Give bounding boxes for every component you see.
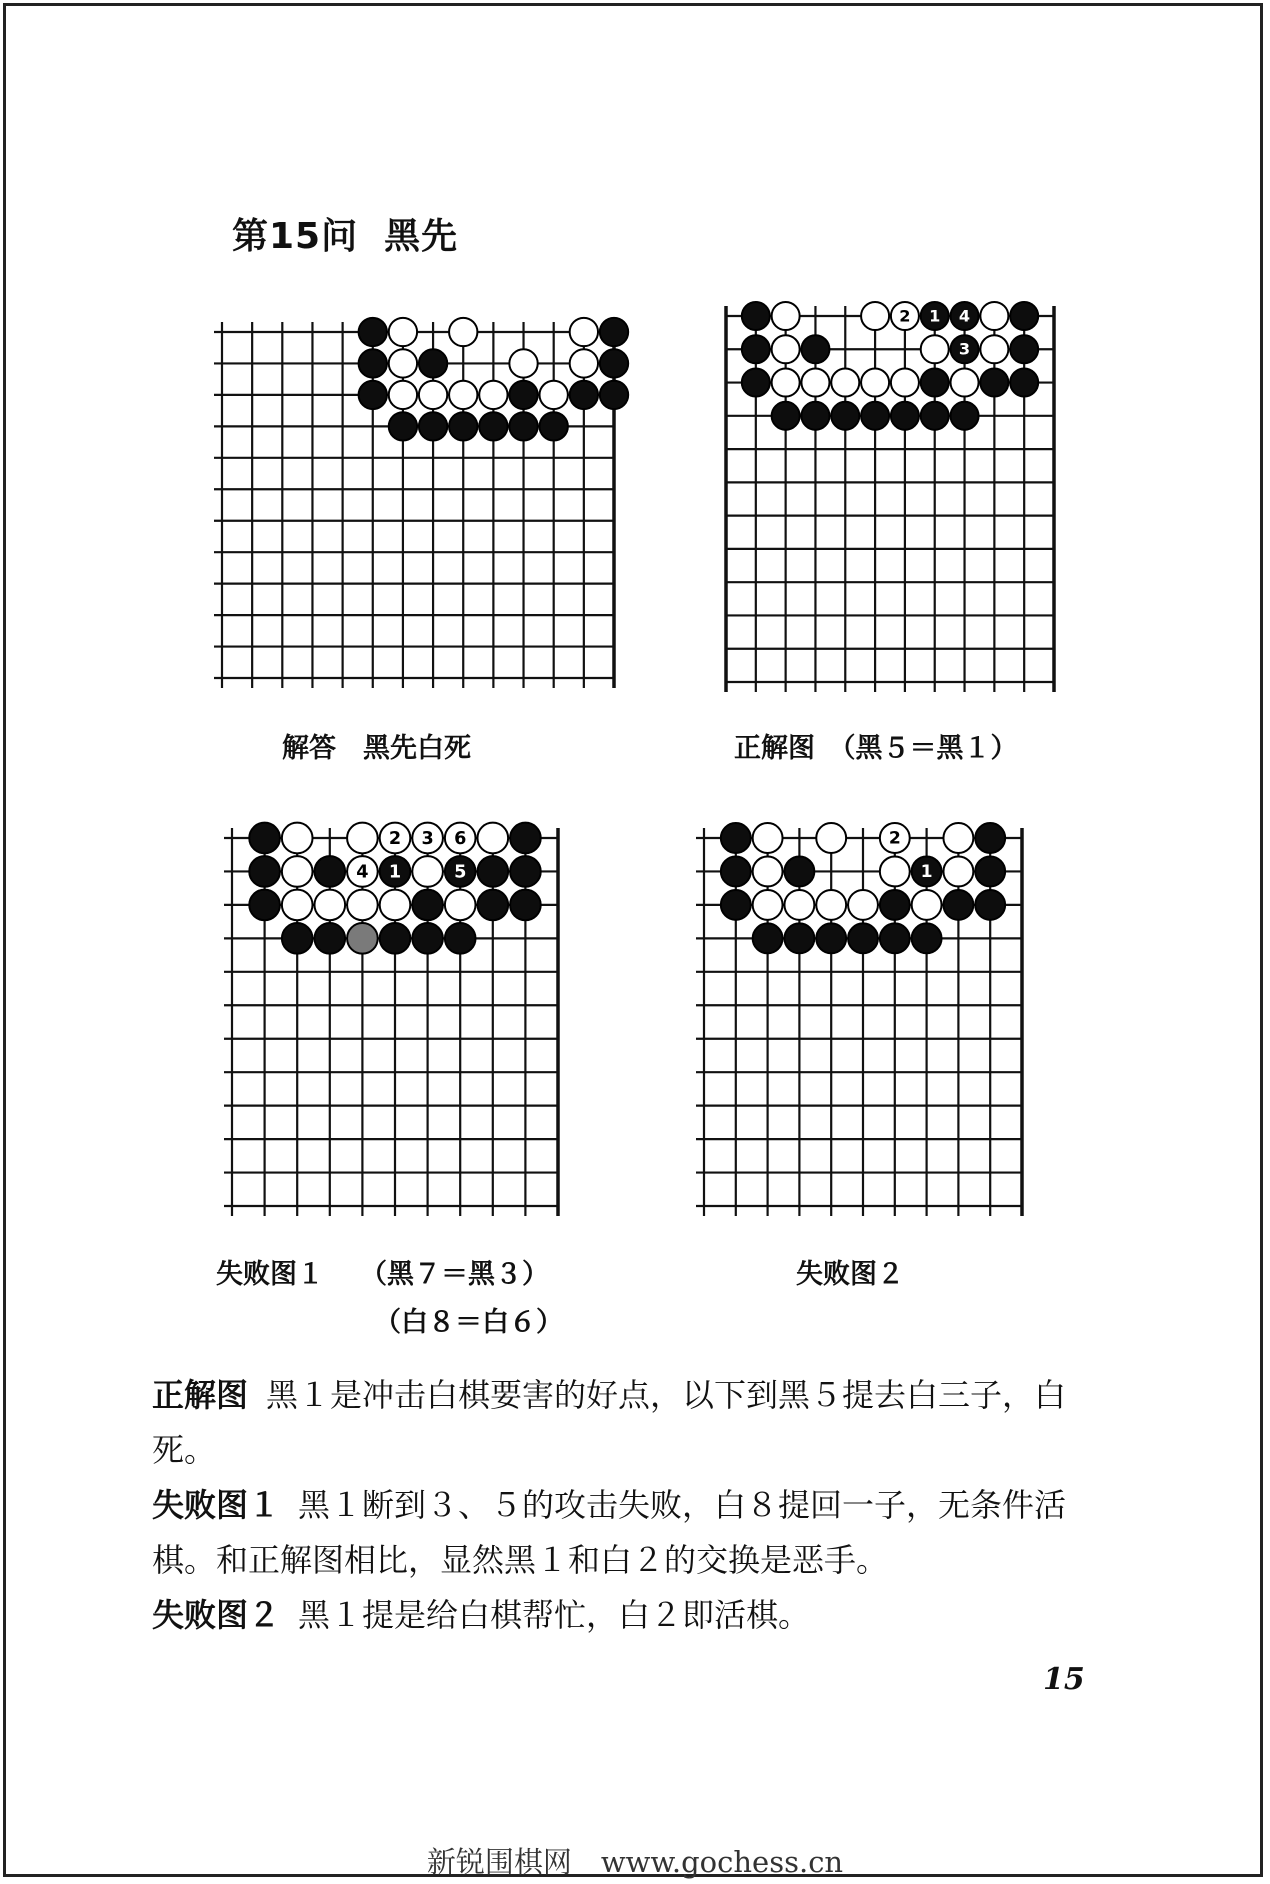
black-stone — [412, 923, 443, 954]
explanation-lead: 失败图１ — [152, 1486, 281, 1524]
caption-failure-1-note-1: （黑７＝黑３） — [360, 1259, 549, 1290]
white-stone — [509, 349, 537, 377]
watermark-footer: 新锐围棋网 www.gochess.cn — [426, 1845, 844, 1879]
white-stone — [861, 369, 889, 397]
explanation-lead: 正解图 — [152, 1376, 249, 1414]
black-stone — [912, 923, 942, 953]
black-stone — [772, 402, 800, 430]
black-stone — [975, 890, 1005, 920]
go-diagram-answer — [208, 318, 628, 692]
white-stone — [412, 856, 443, 887]
move-number-label: 1 — [920, 862, 933, 883]
move-number-label: 4 — [356, 862, 369, 883]
black-stone — [742, 302, 770, 330]
white-stone — [753, 857, 783, 887]
black-stone — [816, 923, 846, 953]
problem-side-to-move: 黑先 — [384, 216, 459, 257]
page-number: 15 — [1043, 1662, 1085, 1697]
white-stone — [912, 890, 942, 920]
explanation-block — [152, 1368, 1112, 1643]
black-stone — [951, 402, 979, 430]
black-stone — [980, 369, 1008, 397]
white-stone — [753, 823, 783, 853]
white-stone — [540, 381, 568, 409]
white-stone — [389, 349, 417, 377]
black-stone — [314, 923, 345, 954]
move-number-label: 2 — [388, 828, 402, 849]
caption-correct-solution: 正解图 （黑５＝黑１） — [734, 733, 1018, 764]
caption-answer: 解答 黑先白死 — [282, 733, 471, 764]
black-stone — [1010, 369, 1038, 397]
black-stone — [861, 402, 889, 430]
black-stone — [975, 823, 1005, 853]
caption-failure-1-title: 失败图１ — [216, 1259, 324, 1290]
move-number-label: 1 — [388, 862, 402, 883]
black-stone — [477, 856, 508, 887]
black-stone — [921, 369, 949, 397]
black-stone — [921, 402, 949, 430]
white-stone — [380, 890, 411, 921]
black-stone — [721, 823, 751, 853]
move-number-label: 2 — [888, 828, 901, 849]
white-stone — [419, 381, 447, 409]
explanation-text: 黑１断到３、５的攻击失败，白８提回一子，无条件活棋。和正解图相比，显然黑１和白２的交换是恶手。 — [152, 1486, 1067, 1579]
caption-failure-2: 失败图２ — [796, 1259, 904, 1290]
black-stone — [600, 349, 628, 377]
white-stone — [282, 890, 313, 921]
move-number-label: 3 — [958, 339, 971, 359]
black-stone — [412, 890, 443, 921]
black-stone — [479, 412, 507, 440]
move-number-label: 5 — [454, 862, 467, 883]
black-stone — [801, 335, 829, 363]
black-stone — [540, 412, 568, 440]
white-stone — [772, 302, 800, 330]
white-stone — [943, 857, 973, 887]
black-stone — [477, 890, 508, 921]
white-stone — [570, 318, 598, 346]
black-stone — [801, 402, 829, 430]
black-stone — [831, 402, 859, 430]
explanation-failure-2 — [152, 1588, 1112, 1643]
white-stone — [772, 335, 800, 363]
go-diagram-failure-1 — [218, 824, 572, 1220]
explanation-text: 黑１提是给白棋帮忙，白２即活棋。 — [298, 1596, 811, 1634]
black-stone — [753, 923, 783, 953]
explanation-failure-1 — [152, 1478, 1112, 1588]
black-stone — [975, 857, 1005, 887]
white-stone — [921, 335, 949, 363]
go-diagram-correct-solution — [712, 302, 1068, 696]
white-stone — [445, 890, 476, 921]
black-stone — [314, 856, 345, 887]
black-stone — [784, 857, 814, 887]
black-stone — [449, 412, 477, 440]
black-stone — [570, 381, 598, 409]
white-stone — [848, 890, 878, 920]
problem-title — [232, 208, 458, 259]
white-stone — [347, 823, 378, 854]
black-stone — [445, 923, 476, 954]
black-stone — [510, 856, 541, 887]
explanation-text: 黑１是冲击白棋要害的好点，以下到黑５提去白三子，白死。 — [152, 1376, 1067, 1469]
black-stone — [721, 857, 751, 887]
white-stone — [389, 381, 417, 409]
move-number-label: 4 — [958, 306, 971, 326]
white-stone — [784, 890, 814, 920]
black-stone — [509, 381, 537, 409]
white-stone — [282, 823, 313, 854]
white-stone — [314, 890, 345, 921]
black-stone — [600, 381, 628, 409]
black-stone — [282, 923, 313, 954]
black-stone — [419, 412, 447, 440]
white-stone — [980, 335, 1008, 363]
white-stone — [980, 302, 1008, 330]
black-stone — [784, 923, 814, 953]
caption-failure-1 — [216, 1252, 549, 1291]
black-stone — [249, 823, 280, 854]
black-stone — [509, 412, 537, 440]
white-stone — [479, 381, 507, 409]
black-stone — [1010, 302, 1038, 330]
black-stone — [249, 890, 280, 921]
white-stone — [449, 318, 477, 346]
black-stone — [359, 318, 387, 346]
black-stone — [380, 923, 411, 954]
captured-stone-marker — [347, 923, 378, 954]
black-stone — [721, 890, 751, 920]
black-stone — [359, 349, 387, 377]
move-number-label: 6 — [454, 828, 467, 849]
black-stone — [742, 335, 770, 363]
white-stone — [831, 369, 859, 397]
black-stone — [848, 923, 878, 953]
move-number-label: 1 — [929, 306, 941, 326]
black-stone — [419, 349, 447, 377]
white-stone — [861, 302, 889, 330]
black-stone — [510, 890, 541, 921]
white-stone — [816, 890, 846, 920]
white-stone — [449, 381, 477, 409]
white-stone — [943, 823, 973, 853]
white-stone — [951, 369, 979, 397]
white-stone — [816, 823, 846, 853]
black-stone — [880, 890, 910, 920]
white-stone — [282, 856, 313, 887]
white-stone — [389, 318, 417, 346]
black-stone — [359, 381, 387, 409]
black-stone — [943, 890, 973, 920]
black-stone — [510, 823, 541, 854]
move-number-label: 2 — [899, 306, 911, 326]
black-stone — [389, 412, 417, 440]
white-stone — [347, 890, 378, 921]
white-stone — [772, 369, 800, 397]
problem-number: 第15问 — [232, 216, 359, 257]
explanation-correct — [152, 1368, 1112, 1478]
white-stone — [753, 890, 783, 920]
black-stone — [880, 923, 910, 953]
black-stone — [249, 856, 280, 887]
black-stone — [742, 369, 770, 397]
black-stone — [891, 402, 919, 430]
white-stone — [570, 349, 598, 377]
explanation-lead: 失败图２ — [152, 1596, 281, 1634]
white-stone — [477, 823, 508, 854]
white-stone — [801, 369, 829, 397]
go-diagram-failure-2 — [690, 824, 1036, 1220]
black-stone — [1010, 335, 1038, 363]
caption-failure-1-note-2: （白８＝白６） — [374, 1307, 563, 1338]
black-stone — [600, 318, 628, 346]
white-stone — [880, 857, 910, 887]
white-stone — [891, 369, 919, 397]
move-number-label: 3 — [421, 828, 434, 849]
